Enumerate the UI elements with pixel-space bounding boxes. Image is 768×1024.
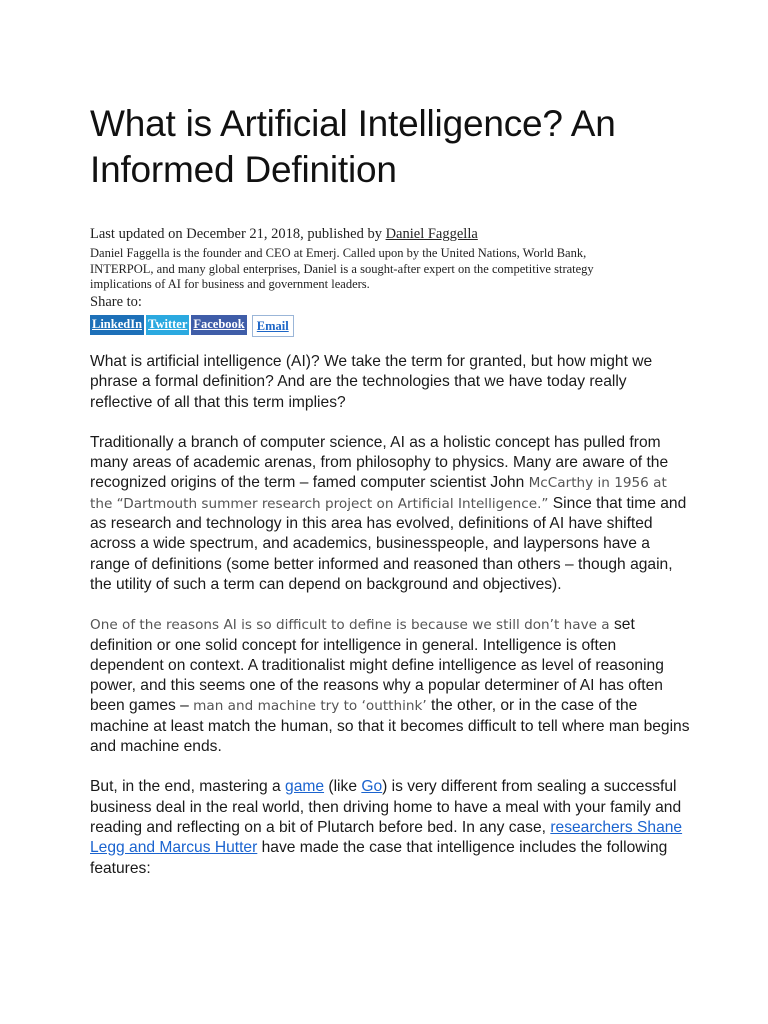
share-email-button[interactable]: Email: [252, 315, 294, 337]
paragraph-2-text-a: Traditionally a branch of computer science, AI as a holistic concept has pulled from many areas of academic arenas, from philosophy to physics. Many are aware of the recognized origins of the term – famed computer scientist John: [90, 433, 669, 492]
article-title: What is Artificial Intelligence? An Informed Definition: [90, 103, 616, 190]
author-link[interactable]: Daniel Faggella: [385, 226, 478, 242]
paragraph-3-text-d: the other, or in the case of the machine at least match the human, so that it becomes difficult to tell where man begins and machine ends.: [90, 697, 690, 756]
paragraph-2-quote: McCarthy in 1956 at the “Dartmouth summer research project on Artificial Intelligence.”: [90, 475, 667, 512]
share-label: Share to:: [90, 293, 142, 310]
game-link[interactable]: game: [285, 778, 325, 796]
paragraph-4-text-c: ) is very different from sealing a successful business deal in the real world, then driving home to have a meal with your family and reading and reflecting on a bit of Plutarch before bed. In any case,: [90, 778, 682, 836]
share-twitter-button[interactable]: Twitter: [146, 315, 189, 335]
go-link[interactable]: Go: [361, 778, 383, 796]
paragraph-4-text-b: (like: [324, 778, 362, 796]
paragraph-4-text-d: have made the case that intelligence includes the following features:: [90, 839, 668, 877]
byline-date: Last updated on December 21, 2018, published by: [90, 226, 386, 242]
paragraph-2-text-c: Since that time and as research and technology in this area has evolved, definitions of AI have shifted across a wide spectrum, and academics, businesspeople, and laypersons have a range of definitions (some better informed and reasoned than others – though again, the utility of such a term can depend on background and objectives).: [90, 494, 687, 593]
article-meta: [90, 225, 670, 337]
share-buttons: [90, 315, 670, 337]
paragraph-3-lead: One of the reasons AI is so difficult to define is because we still don’t have a: [90, 617, 610, 634]
paragraph-1: What is artificial intelligence (AI)? We take the term for granted, but how might we phrase a formal definition? And are the technologies that we have today really reflective of all that this term implies?: [90, 353, 653, 411]
researchers-link[interactable]: researchers Shane Legg and Marcus Hutter: [90, 818, 683, 857]
share-facebook-button[interactable]: Facebook: [191, 315, 246, 335]
paragraph-4-text-a: But, in the end, mastering a: [90, 778, 286, 796]
paragraph-3-quote: man and machine try to ‘outthink’: [193, 698, 427, 715]
paragraph-2: [90, 433, 690, 595]
paragraph-3: [90, 615, 690, 757]
share-linkedin-button[interactable]: LinkedIn: [90, 315, 144, 335]
paragraph-4: [90, 777, 690, 878]
byline: [90, 225, 670, 244]
paragraph-3-text-b: set definition or one solid concept for intelligence in general. Intelligence is often dependent on context. A traditionalist might define intelligence as level of reasoning power, and this seems one of the reasons why a popular determiner of AI has often been games –: [90, 616, 664, 715]
author-bio: Daniel Faggella is the founder and CEO at Emerj. Called upon by the United Nations, World Bank, INTERPOL, and many global enterprises, Daniel is a sought-after expert on the competitive strategy implications of AI for business and government leaders.: [90, 246, 594, 291]
article-body: [90, 352, 690, 899]
